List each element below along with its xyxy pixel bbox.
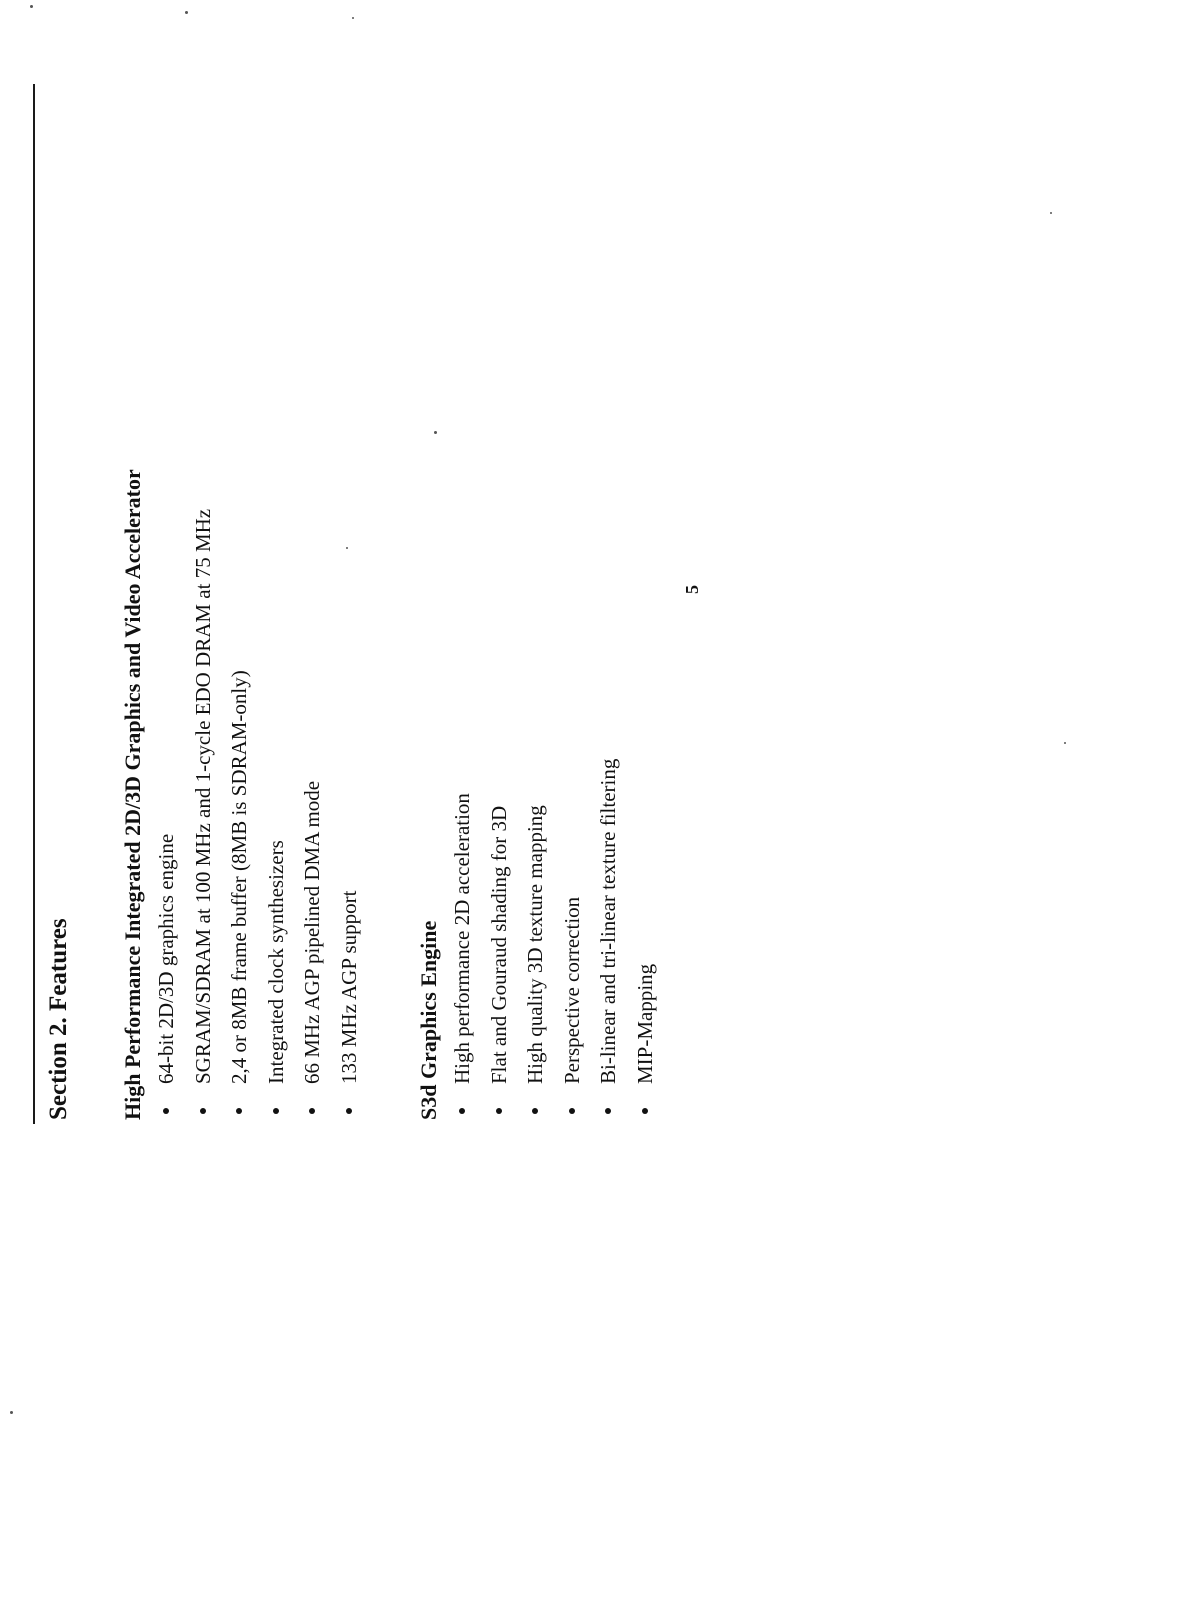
list-item-text: Flat and Gouraud shading for 3D xyxy=(486,805,511,1084)
scan-speck xyxy=(352,17,354,19)
list-item-text: SGRAM/SDRAM at 100 MHz and 1-cycle EDO DRAM at 75 MHz xyxy=(190,508,215,1084)
scan-speck xyxy=(1064,742,1066,744)
bullet-icon xyxy=(236,1108,242,1114)
bullet-icon xyxy=(496,1108,502,1114)
list-item-text: Bi-linear and tri-linear texture filtering xyxy=(596,758,620,1084)
list-item-text: Perspective correction xyxy=(559,896,584,1084)
list-item xyxy=(590,759,627,1120)
list-item xyxy=(221,469,258,1120)
list-item xyxy=(444,759,481,1120)
feature-list xyxy=(148,469,367,1120)
list-item-text: High quality 3D texture mapping xyxy=(523,805,547,1084)
bullet-icon xyxy=(532,1108,538,1114)
bullet-icon xyxy=(309,1108,315,1114)
list-item xyxy=(517,759,554,1120)
bullet-icon xyxy=(163,1108,169,1114)
scan-speck xyxy=(346,547,348,549)
list-item xyxy=(331,469,368,1120)
scan-speck xyxy=(1050,212,1052,214)
list-item-text: Integrated clock synthesizers xyxy=(263,840,288,1084)
bullet-icon xyxy=(273,1108,279,1114)
page-number: 5 xyxy=(682,585,702,594)
top-rule xyxy=(33,84,35,1124)
bullet-icon xyxy=(346,1108,352,1114)
group-title: High Performance Integrated 2D/3D Graphics and Video Accelerator xyxy=(120,469,145,1120)
list-item-text: 64-bit 2D/3D graphics engine xyxy=(154,833,178,1084)
list-item-text: MIP-Mapping xyxy=(632,963,657,1084)
bullet-icon xyxy=(642,1108,648,1114)
scan-speck xyxy=(10,1411,13,1414)
list-item xyxy=(258,469,295,1120)
list-item xyxy=(627,759,664,1120)
list-item-text: High performance 2D acceleration xyxy=(450,793,474,1084)
list-item xyxy=(185,469,222,1120)
bullet-icon xyxy=(569,1108,575,1114)
scan-speck xyxy=(30,5,33,8)
list-item xyxy=(294,469,331,1120)
scan-speck xyxy=(185,11,188,14)
list-item xyxy=(481,759,518,1120)
feature-list xyxy=(444,759,663,1120)
bullet-icon xyxy=(605,1108,611,1114)
list-item-text: 133 MHz AGP support xyxy=(336,890,361,1084)
scan-speck xyxy=(434,431,437,434)
list-item xyxy=(148,469,185,1120)
feature-group-s3d-engine xyxy=(414,759,663,1120)
list-item xyxy=(554,759,591,1120)
section-title: Section 2. Features xyxy=(45,918,72,1120)
bullet-icon xyxy=(200,1108,206,1114)
list-item-text: 66 MHz AGP pipelined DMA mode xyxy=(300,780,324,1084)
group-title: S3d Graphics Engine xyxy=(416,920,441,1120)
feature-group-accelerator xyxy=(118,469,367,1120)
bullet-icon xyxy=(459,1108,465,1114)
list-item-text: 2,4 or 8MB frame buffer (8MB is SDRAM-only) xyxy=(227,670,251,1084)
